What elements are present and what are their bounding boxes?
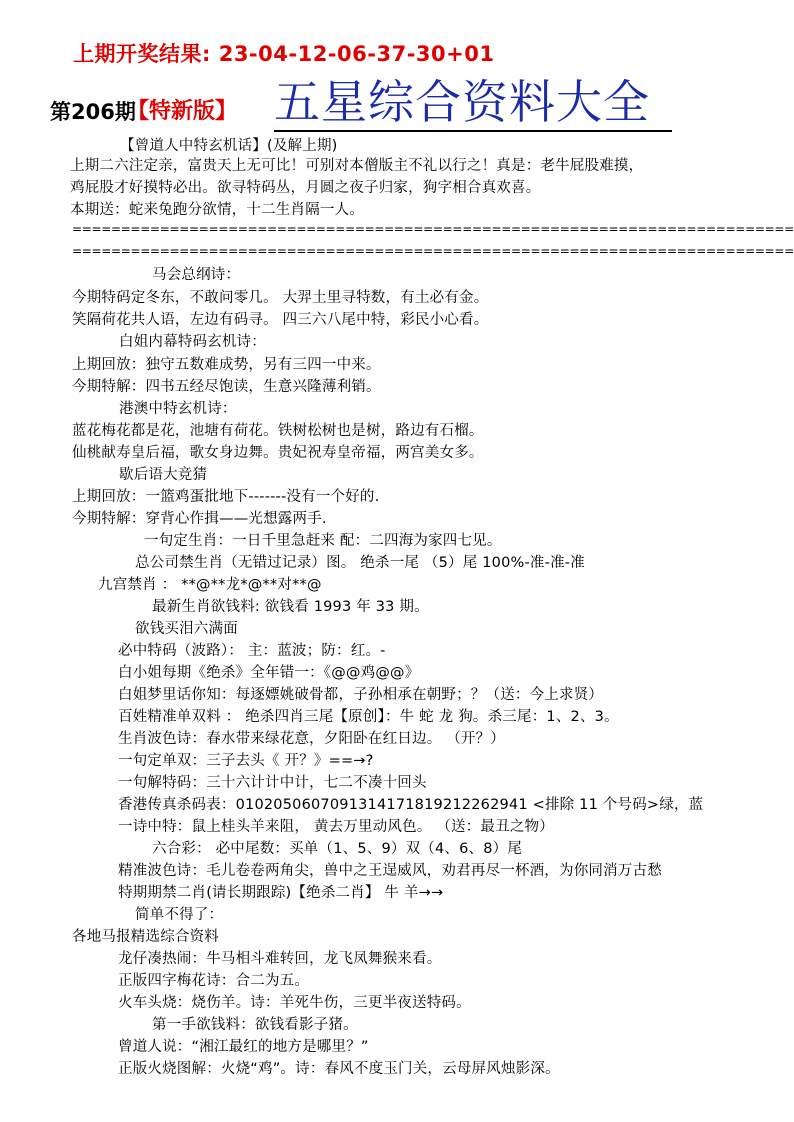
edition-label: 【特新版】	[127, 99, 238, 124]
text-line: 一诗中特：鼠上桂头羊来阻， 黄去万里动风色。 （送：最丑之物）	[118, 819, 554, 835]
text-line: 百姓精准单双料 ： 绝杀四肖三尾【原创】：牛 蛇 龙 狗。杀三尾：1、2、3。	[118, 709, 619, 725]
text-line: 今期特码定冬东，不敢问零几。 大羿土里寻特数，有土必有金。	[72, 290, 489, 306]
text-line: 正版火烧图解：火烧“鸡”。诗：春风不度玉门关，云母屏风烛影深。	[118, 1061, 560, 1077]
text-line: 曾道人说：“湘江最红的地方是哪里？”	[118, 1039, 369, 1055]
text-line: 港澳中特玄机诗：	[119, 401, 237, 417]
text-line: 歇后语大竞猜	[119, 467, 208, 483]
separator-line: ==========================================================================	[72, 222, 794, 236]
text-line: 白小姐每期《绝杀》全年错一：《@@鸡@@》	[118, 665, 420, 681]
text-line: 最新生肖欲钱料: 欲钱看 1993 年 33 期。	[152, 599, 429, 615]
text-line: 必中特码（波路）： 主：蓝波；防：红。-	[118, 643, 386, 659]
text-line: 龙仔凑热闹：牛马相斗难转回，龙飞凤舞猴来看。	[118, 951, 442, 967]
text-line: 精准波色诗：毛儿卷卷两角尖，兽中之王逞威风，劝君再尽一杯酒，为你同消万古愁	[118, 863, 662, 879]
text-line: 第一手欲钱料：欲钱看影子猪。	[152, 1017, 358, 1033]
text-line: 正版四字梅花诗：合二为五。	[118, 973, 310, 989]
text-line: 今期特解：穿背心作揖——光想露两手.	[72, 511, 327, 527]
text-line: 香港传真杀码表：0102050607091314171819212262941 <排除 11 个号码>绿，蓝	[118, 797, 704, 813]
page-title: 五星综合资料大全	[274, 75, 650, 129]
text-line: 火车头烧：烧伤羊。诗：羊死牛伤，三更半夜送特码。	[118, 995, 471, 1011]
separator-line: ==========================================================================	[72, 244, 794, 258]
text-line: 笑隔荷花共人语，左边有码寻。 四三六八尾中特，彩民小心看。	[72, 312, 489, 328]
text-line: 今期特解：四书五经尽饱读，生意兴隆薄利销。	[72, 379, 381, 395]
text-line: 本期送：蛇来兔跑分欲情，十二生肖隔一人。	[70, 202, 364, 218]
text-line: 简单不得了：	[135, 907, 224, 923]
text-line: 上期回放：独守五数难成势，另有三四一中来。	[72, 357, 381, 373]
text-line: 九宫禁肖 ： **@**龙*@**对**@	[98, 577, 322, 593]
text-line: 【曾道人中特玄机话】(及解上期)	[120, 138, 338, 154]
text-line: 上期二六注定亲，富贵天上无可比！可别对本僧版主不礼以行之！真是：老牛屁股难摸，	[70, 158, 644, 174]
text-line: 总公司禁生肖（无错过记录）图。 绝杀一尾 （5）尾 100%-准-准-准	[135, 555, 585, 571]
text-line: 鸡屁股才好摸特必出。欲寻特码丛，月圆之夜子归家，狗字相合真欢喜。	[70, 180, 541, 196]
text-line: 马会总纲诗：	[152, 267, 241, 283]
text-line: 各地马报精选综合资料	[72, 929, 219, 945]
text-line: 上期回放：一篮鸡蛋批地下-------没有一个好的.	[72, 489, 380, 505]
title-underline	[274, 130, 672, 132]
issue-number: 第206期	[50, 100, 136, 124]
text-line: 白姐内幕特码玄机诗：	[119, 334, 266, 350]
text-line: 一句定单双：三子去头《 开？》==→?	[118, 753, 374, 769]
text-line: 白姐梦里话你知：每逐嫖姚破骨都，子孙相承在朝野；？（送：今上求贤）	[118, 687, 604, 703]
text-line: 欲钱买泪六满面	[135, 621, 238, 637]
text-line: 特期期禁二肖(请长期跟踪)【绝杀二肖】 牛 羊→→	[118, 885, 444, 901]
text-line: 蓝花梅花都是花，池塘有荷花。铁树松树也是树，路边有石榴。	[72, 423, 484, 439]
text-line: 六合彩： 必中尾数：买单（1、5、9）双（4、6、8）尾	[152, 841, 523, 857]
text-line: 生肖波色诗：春水带来绿花意，夕阳卧在红日边。 （开？）	[118, 731, 506, 747]
previous-result: 上期开奖结果: 23-04-12-06-37-30+01	[73, 42, 495, 66]
text-line: 一句解特码：三十六计计中计，七二不凑十回头	[118, 775, 427, 791]
text-line: 仙桃献寿皇后福，歌女身边舞。贵妃祝寿皇帝福，两宫美女多。	[72, 445, 484, 461]
text-line: 一句定生肖：一日千里急赶来 配：二四海为家四七见。	[144, 533, 502, 549]
